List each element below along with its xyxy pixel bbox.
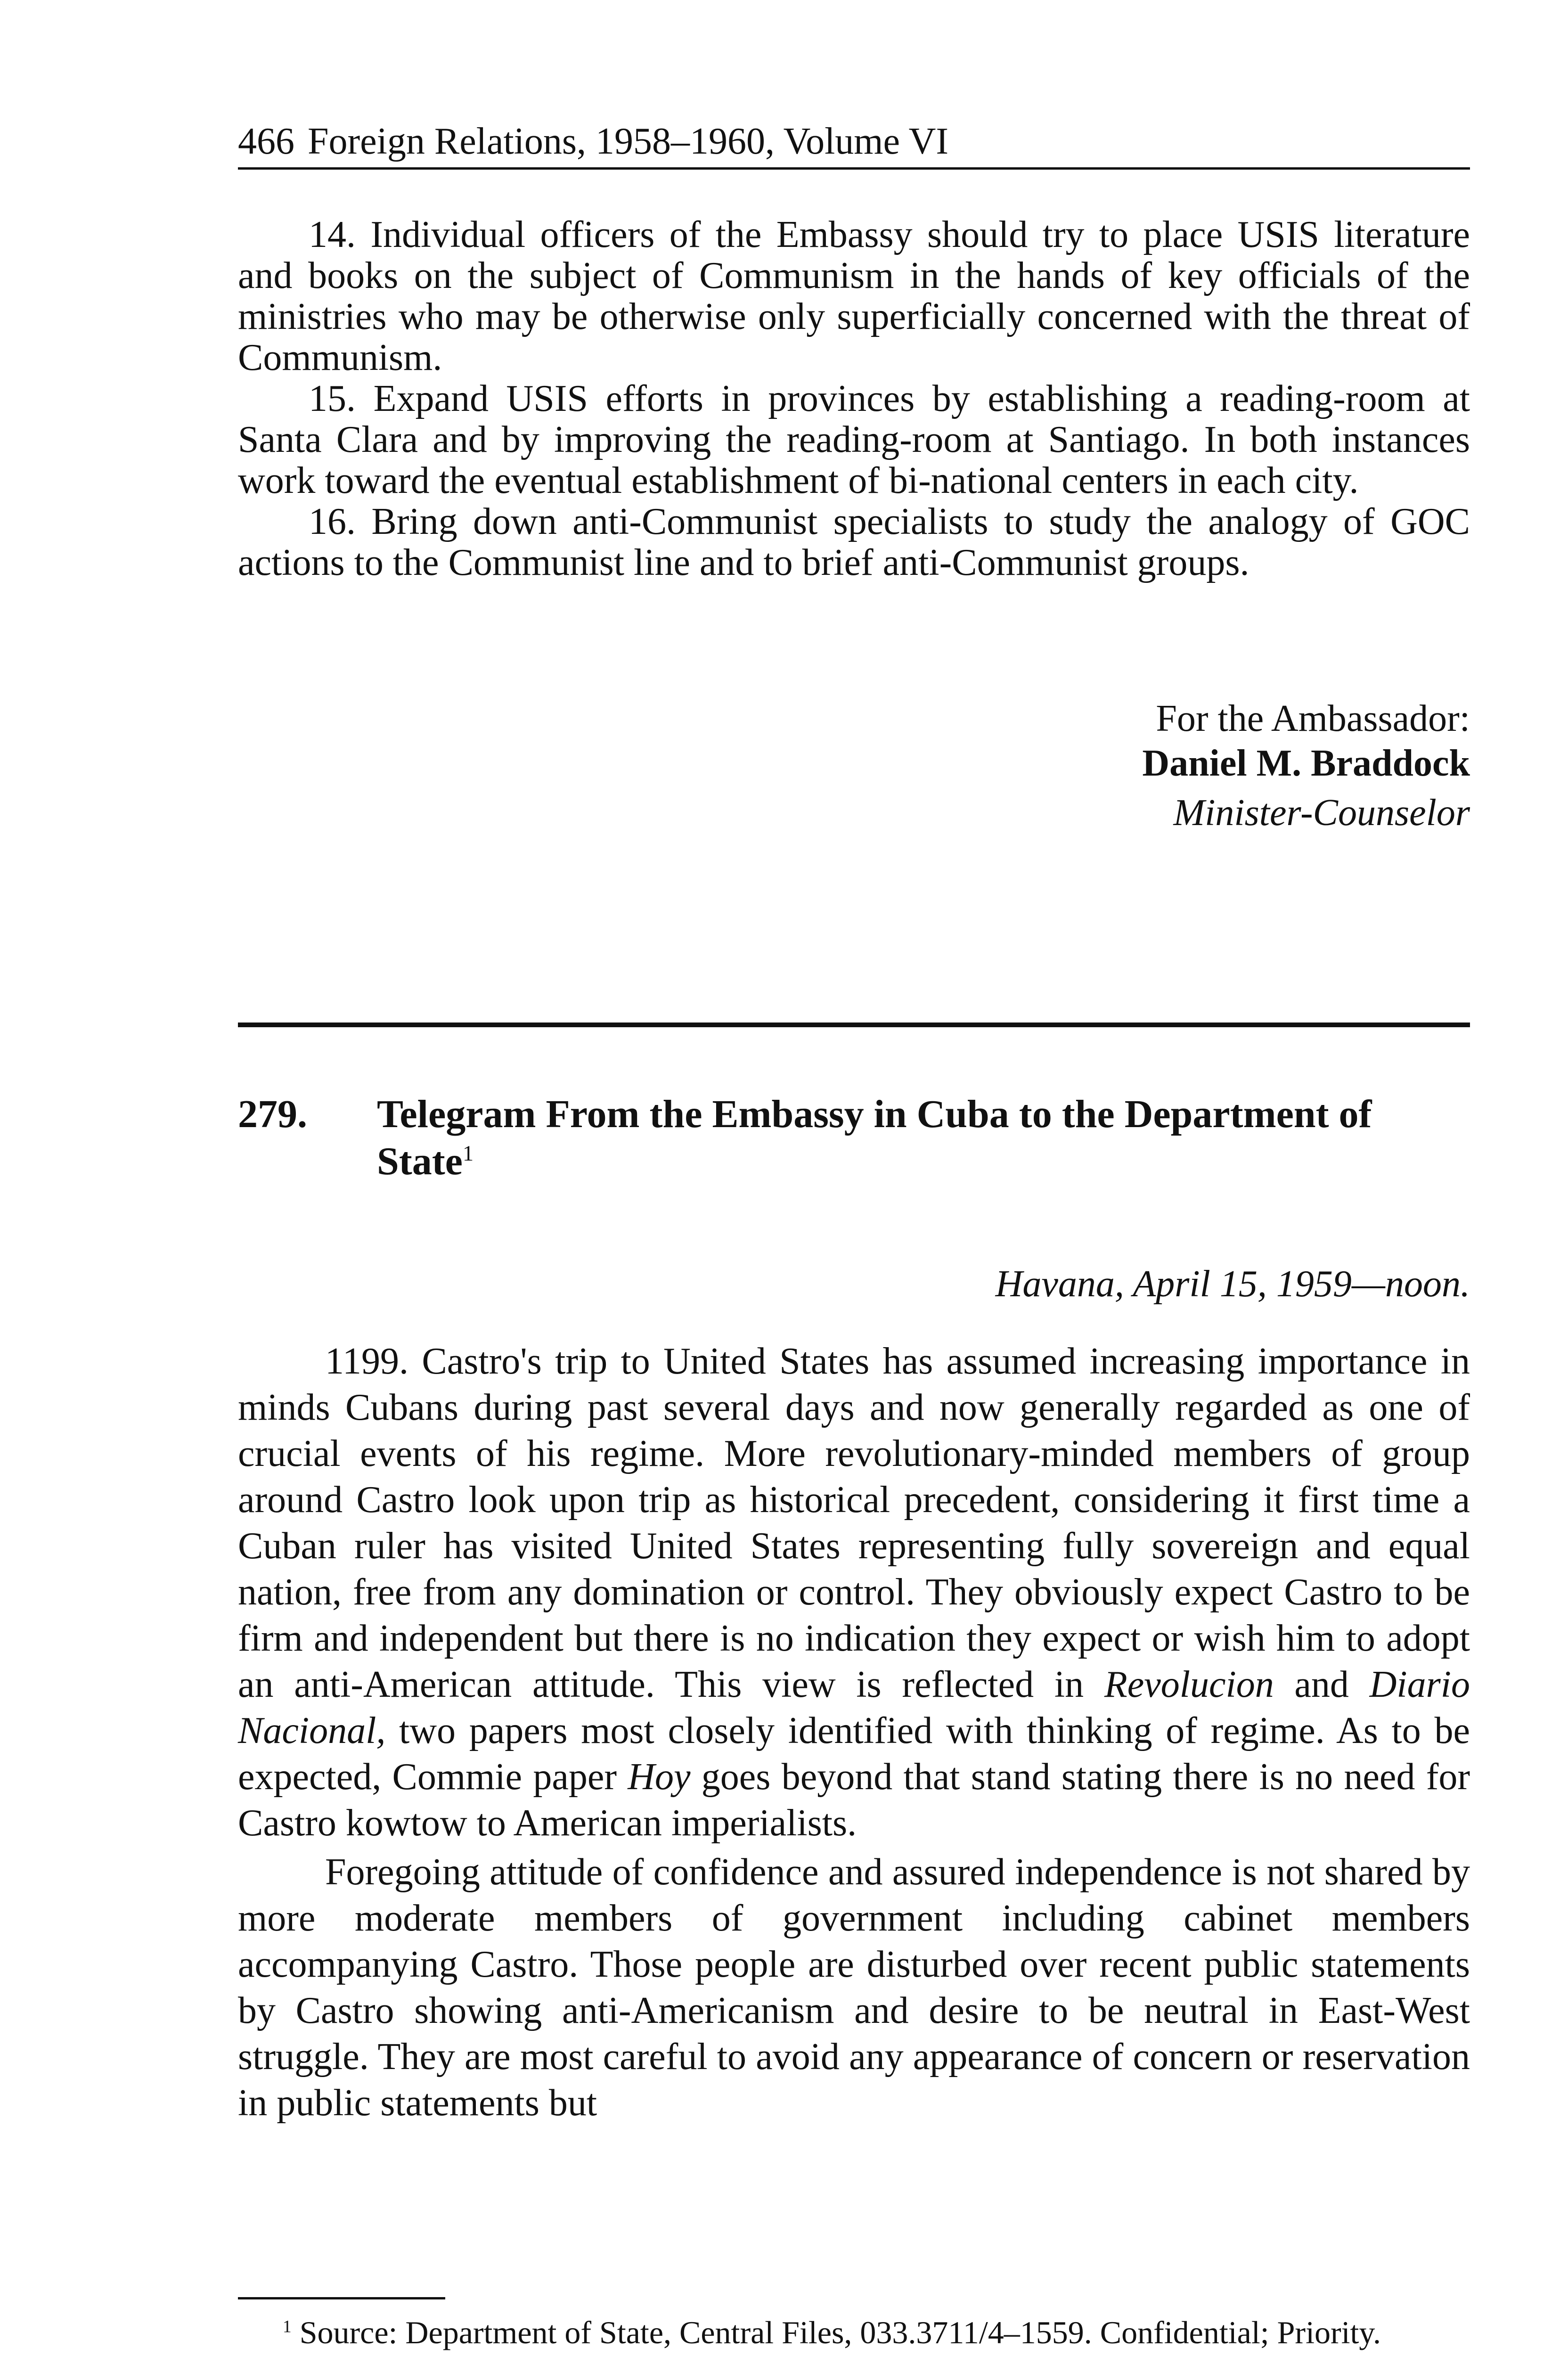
volume-title: Foreign Relations, 1958–1960, Volume VI xyxy=(308,121,948,162)
p1-text-b: and xyxy=(1274,1664,1370,1705)
footnote-mark: 1 xyxy=(283,2317,292,2337)
p1-hoy: Hoy xyxy=(628,1756,691,1798)
footnote-rule xyxy=(238,2297,445,2299)
p1-revolucion: Revolucion xyxy=(1104,1664,1274,1705)
p1-diario-nacional: Diario Nacional, xyxy=(238,1664,1470,1751)
document-title: Telegram From the Embassy in Cuba to the Department of State xyxy=(377,1092,1372,1183)
body-paragraph-1 xyxy=(238,1338,1470,1846)
page-number: 466 xyxy=(238,121,294,162)
section-divider xyxy=(238,1023,1470,1027)
body-paragraph-2: Foregoing attitude of confidence and assured independence is not shared by more moderate members of government including cabinet members accompanying Castro. Those people are disturbed over recent public statements by Castro showing anti-Americanism and desire to be neutral in East-West struggle. They are most careful to avoid any appearance of concern or reservation in public statements but xyxy=(238,1851,1470,2124)
signature-title: Minister-Counselor xyxy=(1173,792,1470,834)
footnote-ref[interactable]: 1 xyxy=(462,1141,474,1165)
footnote xyxy=(238,2311,1470,2354)
p1-text-d: goes beyond that stand stating there is no need for Castro kowtow to American imperialists. xyxy=(238,1756,1470,1844)
signature-for-line: For the Ambassador: xyxy=(1156,698,1470,739)
document-heading xyxy=(238,1091,1470,1185)
p1-text-c: two papers most closely identified with thinking of regime. As to be expected, Commie paper xyxy=(238,1710,1470,1798)
dateline: Havana, April 15, 1959—noon. xyxy=(995,1263,1470,1305)
continued-items xyxy=(238,214,1470,583)
signature-name: Daniel M. Braddock xyxy=(1142,743,1470,784)
footnote-text: Source: Department of State, Central Files, 033.3711/4–1559. Confidential; Priority. xyxy=(299,2315,1381,2350)
item-16: 16. Bring down anti-Communist specialists to study the analogy of GOC actions to the Communist line and to brief anti-Communist groups. xyxy=(238,501,1470,583)
p1-text-a: 1199. Castro's trip to United States has assumed increasing importance in minds Cubans during past several days and now generally regarded as one of crucial events of his regime. More revolutionary-minded members of group around Castro look upon trip as historical precedent, considering it first time a Cuban ruler has visited United States representing fully sovereign and equal nation, free from any domination or control. They obviously expect Castro to be firm and independent but there is no indication they expect or wish him to adopt an anti-American attitude. This view is reflected in xyxy=(238,1341,1470,1705)
document-title-wrap xyxy=(377,1091,1470,1185)
running-head xyxy=(238,118,1470,170)
item-15: 15. Expand USIS efforts in provinces by establishing a reading-room at Santa Clara and by improving the reading-room at Santiago. In both instances work toward the eventual establishment of bi-national centers in each city. xyxy=(238,378,1470,501)
document-number: 279. xyxy=(238,1092,307,1136)
telegram-body xyxy=(238,1338,1470,2129)
item-14: 14. Individual officers of the Embassy should try to place USIS literature and books on the subject of Communism in the hands of key officials of the ministries who may be otherwise only superficially concerned with the threat of Communism. xyxy=(238,214,1470,378)
